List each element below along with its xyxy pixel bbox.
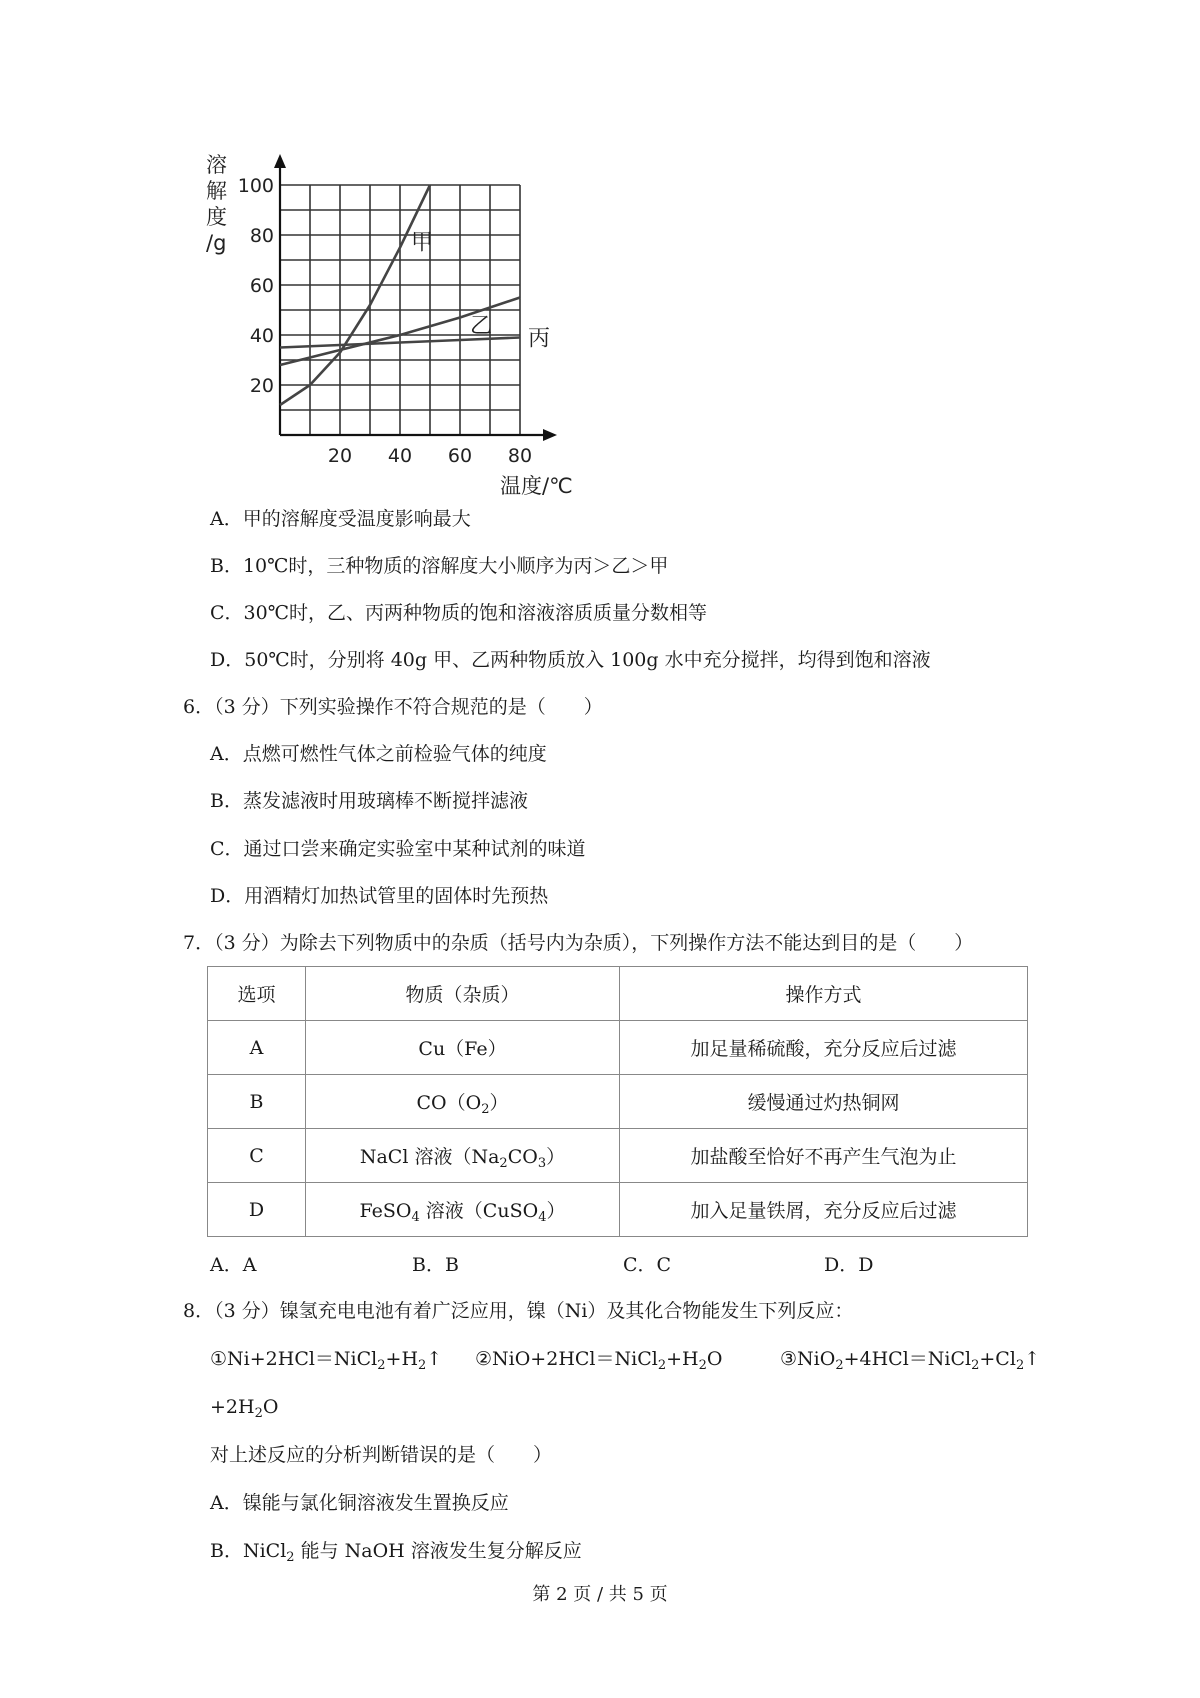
q5-option-d: D．50℃时，分别将 40g 甲、乙两种物质放入 100g 水中充分搅拌，均得到饱和溶液 bbox=[210, 649, 931, 671]
row-substance bbox=[306, 1129, 620, 1183]
q8-reaction-3-continued: $+2H_2O$ bbox=[210, 1396, 279, 1421]
q7-stem: 7．（3 分）为除去下列物质中的杂质（括号内为杂质），下列操作方法不能达到目的是（ ） bbox=[183, 932, 974, 954]
row-method: 加足量稀硫酸，充分反应后过滤 bbox=[620, 1021, 1028, 1075]
subscript: 2 bbox=[481, 1102, 490, 1117]
q6-option-c: C．通过口尝来确定实验室中某种试剂的味道 bbox=[210, 838, 586, 860]
substance-text: ） bbox=[546, 1146, 566, 1168]
y-axis-label: /g bbox=[206, 231, 227, 255]
q8-option-a: A．镍能与氯化铜溶液发生置换反应 bbox=[210, 1492, 509, 1514]
q7-answer-c: C．C bbox=[623, 1254, 672, 1276]
series-label: 甲 bbox=[411, 230, 434, 256]
substance-text: NaCl 溶液（Na bbox=[359, 1146, 500, 1168]
q8-reaction-1: $①Ni+2HCl=NiCl_2+H_2↑$ bbox=[210, 1348, 443, 1373]
substance-text: ） bbox=[489, 1092, 509, 1114]
subscript: 3 bbox=[537, 1156, 547, 1171]
row-substance bbox=[306, 1021, 620, 1075]
q6-option-a: A．点燃可燃性气体之前检验气体的纯度 bbox=[210, 743, 547, 765]
subscript: 4 bbox=[538, 1210, 547, 1225]
q7-answer-d: D．D bbox=[824, 1254, 874, 1276]
series-line-甲 bbox=[280, 185, 430, 405]
series-label: 丙 bbox=[528, 326, 551, 352]
q6-stem: 6．（3 分）下列实验操作不符合规范的是（ ） bbox=[183, 696, 603, 718]
subscript: 4 bbox=[411, 1210, 420, 1225]
row-method: 缓慢通过灼热铜网 bbox=[620, 1075, 1028, 1129]
chart-labels bbox=[206, 153, 573, 498]
table-row bbox=[208, 1129, 1028, 1183]
y-axis-arrow bbox=[274, 154, 286, 168]
q8-reaction-2: $②NiO+2HCl=NiCl_2+H_2O$ bbox=[475, 1348, 723, 1373]
q8-reaction-3: $③NiO_2+4HCl=NiCl_2+Cl_2↑$ bbox=[780, 1348, 1041, 1373]
y-axis-label: 解 bbox=[206, 179, 227, 203]
q8-stem: 8．（3 分）镍氢充电电池有着广泛应用，镍（Ni）及其化合物能发生下列反应： bbox=[183, 1300, 854, 1322]
chart-axes bbox=[274, 154, 557, 441]
x-tick-label: 80 bbox=[507, 445, 533, 467]
y-tick-label: 60 bbox=[249, 275, 274, 297]
q8-sub-stem: 对上述反应的分析判断错误的是（ ） bbox=[210, 1444, 553, 1466]
substance-text: ） bbox=[546, 1200, 566, 1222]
substance-text: CO（O bbox=[416, 1092, 482, 1114]
row-option: C bbox=[208, 1129, 306, 1183]
table-header-row bbox=[208, 967, 1028, 1021]
q7-answer-a: A．A bbox=[210, 1254, 257, 1276]
y-axis-label: 溶 bbox=[206, 153, 227, 177]
q6-option-b: B．蒸发滤液时用玻璃棒不断搅拌滤液 bbox=[210, 790, 528, 812]
q6-option-d: D．用酒精灯加热试管里的固体时先预热 bbox=[210, 885, 549, 907]
table-row bbox=[208, 1075, 1028, 1129]
y-tick-label: 20 bbox=[249, 375, 274, 397]
q8-option-b: B．NiCl$_2$ 能与 NaOH 溶液发生复分解反应 bbox=[210, 1540, 582, 1565]
y-tick-label: 40 bbox=[249, 325, 274, 347]
y-tick-label: 80 bbox=[249, 225, 274, 247]
row-option: A bbox=[208, 1021, 306, 1075]
x-tick-label: 60 bbox=[447, 445, 473, 467]
substance-text: Cu（Fe） bbox=[418, 1038, 507, 1060]
y-tick-label: 100 bbox=[237, 175, 274, 197]
q5-option-a: A．甲的溶解度受温度影响最大 bbox=[210, 508, 471, 530]
row-substance bbox=[306, 1183, 620, 1237]
x-axis-label: 温度/℃ bbox=[500, 474, 573, 498]
row-substance bbox=[306, 1075, 620, 1129]
subscript: 2 bbox=[499, 1156, 508, 1171]
table-row bbox=[208, 1021, 1028, 1075]
table-row bbox=[208, 1183, 1028, 1237]
row-method: 加盐酸至恰好不再产生气泡为止 bbox=[620, 1129, 1028, 1183]
substance-text: FeSO bbox=[359, 1200, 412, 1222]
y-axis-label: 度 bbox=[206, 205, 227, 229]
row-option: D bbox=[208, 1183, 306, 1237]
q5-option-b: B．10℃时，三种物质的溶解度大小顺序为丙＞乙＞甲 bbox=[210, 555, 669, 577]
substance-text: CO bbox=[507, 1146, 538, 1168]
row-method: 加入足量铁屑，充分反应后过滤 bbox=[620, 1183, 1028, 1237]
q5-option-c: C．30℃时，乙、丙两种物质的饱和溶液溶质质量分数相等 bbox=[210, 602, 707, 624]
header-method: 操作方式 bbox=[620, 967, 1028, 1021]
substance-text: 溶液（CuSO bbox=[419, 1200, 539, 1222]
q7-table bbox=[207, 966, 1028, 1237]
header-option: 选项 bbox=[208, 967, 306, 1021]
x-tick-label: 20 bbox=[327, 445, 353, 467]
series-label: 乙 bbox=[470, 314, 493, 339]
solubility-chart bbox=[200, 150, 573, 498]
x-axis-arrow bbox=[543, 429, 557, 441]
q7-answer-b: B．B bbox=[412, 1254, 459, 1276]
row-option: B bbox=[208, 1075, 306, 1129]
x-tick-label: 40 bbox=[387, 445, 413, 467]
header-substance: 物质（杂质） bbox=[306, 967, 620, 1021]
page-footer: 第 2 页 / 共 5 页 bbox=[532, 1584, 668, 1605]
